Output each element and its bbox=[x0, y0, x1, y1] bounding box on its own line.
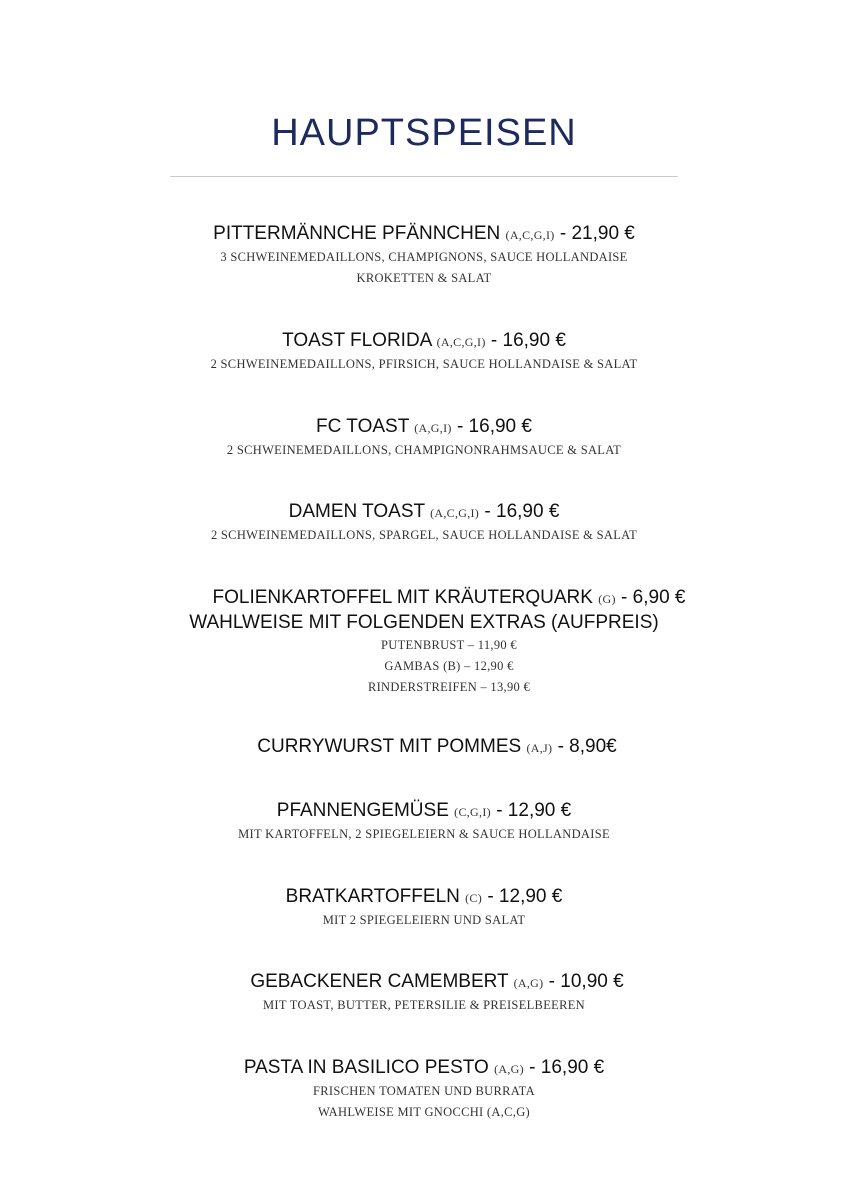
menu-item-damen-toast bbox=[0, 500, 848, 546]
menu-item-bratkartoffeln bbox=[0, 885, 848, 931]
menu-item-extra: GAMBAS (B) – 12,90 € bbox=[384, 659, 514, 673]
menu-item-toast-florida bbox=[0, 329, 848, 375]
menu-item-description: KROKETTEN & SALAT bbox=[356, 271, 492, 285]
menu-item-allergens: (G) bbox=[598, 592, 616, 606]
menu-item-heading bbox=[0, 415, 848, 440]
menu-item-subtitle: WAHLWEISE MIT FOLGENDEN EXTRAS (AUFPREIS) bbox=[189, 612, 659, 633]
menu-item-description: MIT KARTOFFELN, 2 SPIEGELEIERN & SAUCE HOLLANDAISE bbox=[238, 827, 610, 841]
menu-item-heading bbox=[0, 735, 848, 760]
menu-item-name: PFANNENGEMÜSE bbox=[276, 800, 449, 821]
menu-item-pasta-pesto bbox=[0, 1056, 848, 1123]
menu-item-price: - 10,90 € bbox=[548, 971, 624, 992]
menu-item-allergens: (A,C,G,I) bbox=[505, 228, 555, 242]
menu-item-name: FOLIENKARTOFFEL MIT KRÄUTERQUARK bbox=[212, 587, 593, 608]
menu-item-price: - 12,90 € bbox=[496, 800, 572, 821]
menu-item-price: - 8,90€ bbox=[557, 736, 617, 757]
menu-item-allergens: (A,J) bbox=[526, 741, 553, 755]
menu-item-heading bbox=[0, 222, 848, 247]
menu-item-extra: PUTENBRUST – 11,90 € bbox=[381, 638, 517, 652]
menu-item-heading bbox=[0, 329, 848, 354]
menu-item-description: FRISCHEN TOMATEN UND BURRATA bbox=[313, 1084, 535, 1098]
menu-item-price: - 6,90 € bbox=[621, 587, 686, 608]
menu-item-description: MIT TOAST, BUTTER, PETERSILIE & PREISELBEEREN bbox=[263, 998, 585, 1012]
menu-item-allergens: (A,G,I) bbox=[414, 421, 452, 435]
menu-item-camembert bbox=[0, 970, 848, 1016]
menu-item-price: - 16,90 € bbox=[456, 416, 532, 437]
menu-item-description: MIT 2 SPIEGELEIERN UND SALAT bbox=[322, 913, 526, 927]
menu-item-extra: RINDERSTREIFEN – 13,90 € bbox=[367, 680, 531, 694]
menu-item-allergens: (C,G,I) bbox=[454, 805, 491, 819]
menu-item-name: BRATKARTOFFELN bbox=[285, 886, 460, 907]
menu-item-name: FC TOAST bbox=[316, 416, 409, 437]
menu-item-pfannengemuese bbox=[0, 799, 848, 845]
menu-item-description: 3 SCHWEINEMEDAILLONS, CHAMPIGNONS, SAUCE HOLLANDAISE bbox=[220, 250, 628, 264]
menu-item-allergens: (A,G) bbox=[513, 976, 544, 990]
menu-item-price: - 16,90 € bbox=[529, 1057, 605, 1078]
menu-item-price: - 12,90 € bbox=[487, 886, 563, 907]
menu-item-folienkartoffel bbox=[0, 586, 848, 698]
menu-item-heading bbox=[0, 586, 848, 611]
menu-item-allergens: (A,C,G,I) bbox=[436, 335, 486, 349]
menu-item-name: DAMEN TOAST bbox=[288, 501, 425, 522]
menu-item-heading bbox=[0, 500, 848, 525]
menu-item-name: GEBACKENER CAMEMBERT bbox=[250, 971, 509, 992]
menu-item-price: - 16,90 € bbox=[484, 501, 560, 522]
menu-item-price: - 16,90 € bbox=[490, 330, 566, 351]
menu-item-fc-toast bbox=[0, 415, 848, 461]
menu-item-heading bbox=[0, 1056, 848, 1081]
menu-item-name: PITTERMÄNNCHE PFÄNNCHEN bbox=[213, 223, 501, 244]
title-divider bbox=[170, 176, 678, 177]
menu-item-description: 2 SCHWEINEMEDAILLONS, PFIRSICH, SAUCE HOLLANDAISE & SALAT bbox=[210, 357, 638, 371]
menu-item-allergens: (C) bbox=[465, 891, 483, 905]
menu-item-name: CURRYWURST MIT POMMES bbox=[257, 736, 522, 757]
menu-item-name: PASTA IN BASILICO PESTO bbox=[243, 1057, 489, 1078]
menu-item-allergens: (A,G) bbox=[494, 1062, 524, 1076]
menu-item-description: 2 SCHWEINEMEDAILLONS, CHAMPIGNONRAHMSAUCE & SALAT bbox=[226, 443, 622, 457]
menu-item-heading bbox=[0, 970, 848, 995]
menu-item-description: WAHLWEISE MIT GNOCCHI (A,C,G) bbox=[317, 1105, 531, 1119]
menu-item-currywurst bbox=[0, 735, 848, 760]
menu-item-allergens: (A,C,G,I) bbox=[430, 506, 480, 520]
menu-item-heading bbox=[0, 799, 848, 824]
page-title: HAUPTSPEISEN bbox=[271, 112, 577, 154]
menu-item-pittermaennche bbox=[0, 222, 848, 289]
menu-item-name: TOAST FLORIDA bbox=[282, 330, 432, 351]
menu-item-description: 2 SCHWEINEMEDAILLONS, SPARGEL, SAUCE HOLLANDAISE & SALAT bbox=[210, 528, 638, 542]
menu-item-price: - 21,90 € bbox=[559, 223, 635, 244]
menu-item-heading bbox=[0, 885, 848, 910]
